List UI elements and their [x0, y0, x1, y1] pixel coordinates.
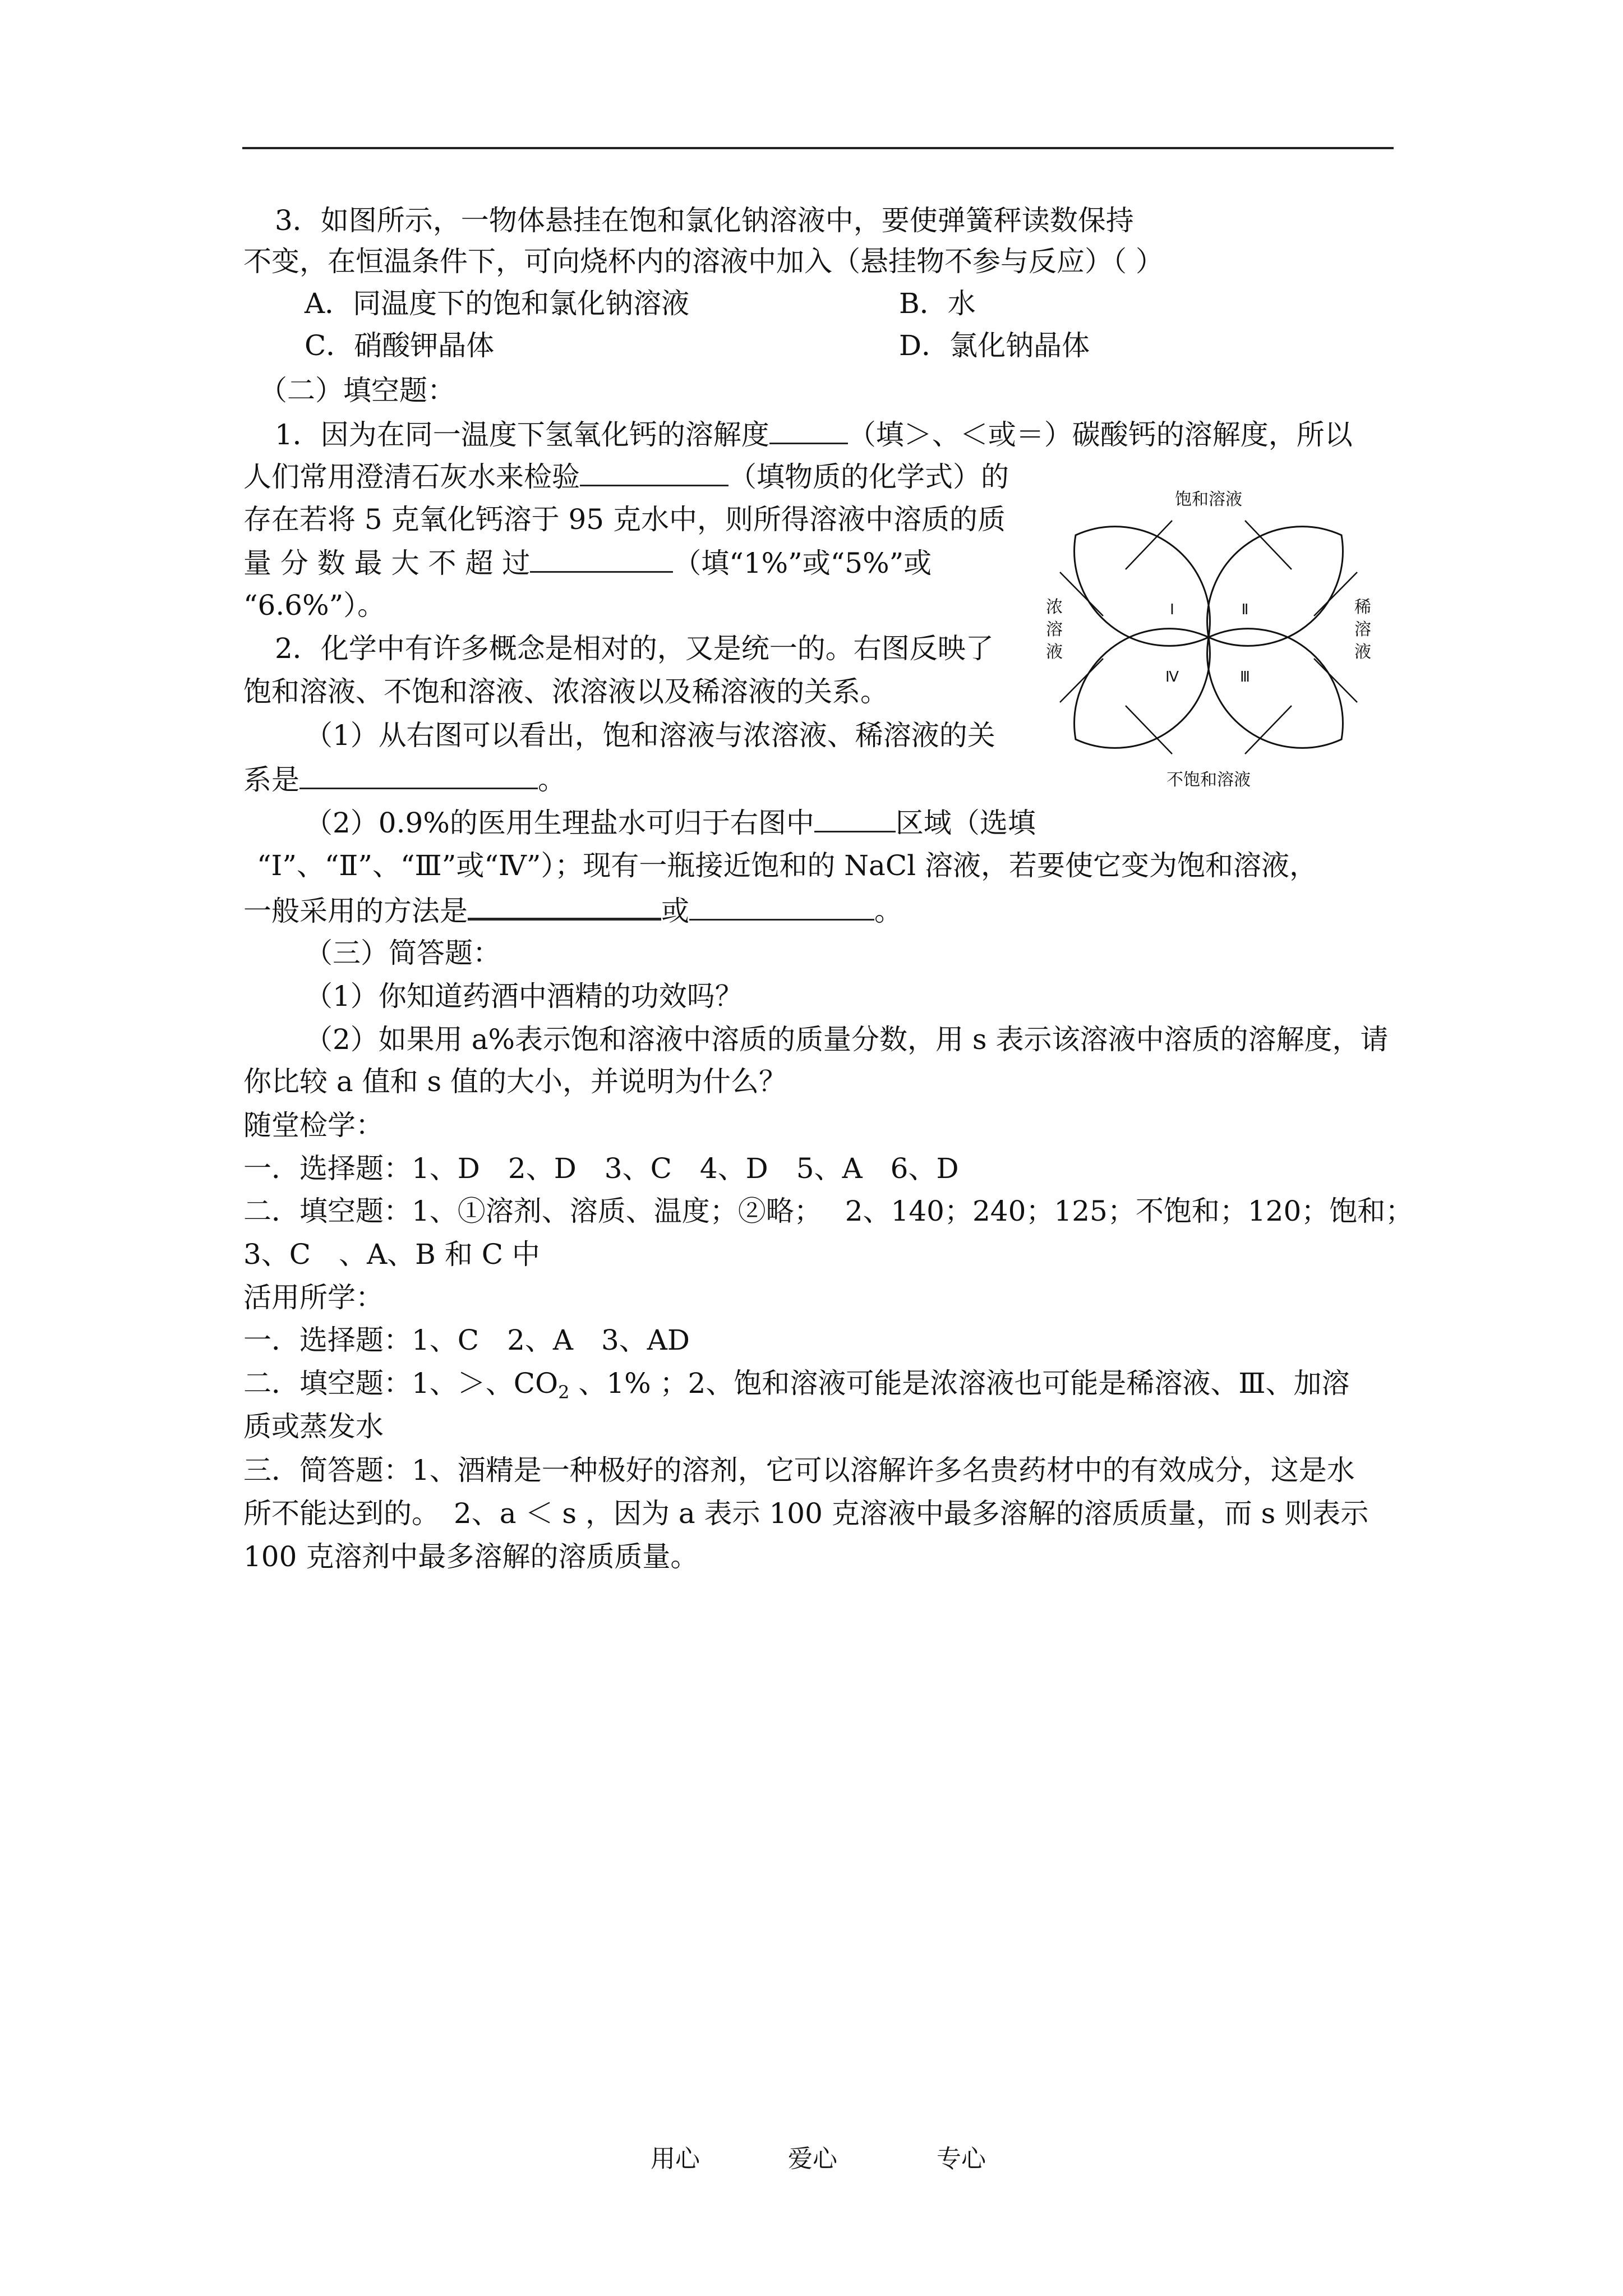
solution-relationship-diagram — [1046, 488, 1371, 802]
answer-blank[interactable] — [299, 762, 538, 789]
section2-title: （二）填空题： — [259, 374, 455, 407]
answers-line: 质或蒸发水 — [243, 1410, 384, 1443]
label-dilute-2: 溶 — [1354, 620, 1371, 639]
fill2-line6: “Ⅰ”、“Ⅱ”、“Ⅲ”或“Ⅳ”）；现有一瓶接近饱和的 NaCl 溶液，若要使它变为饱和溶液， — [257, 849, 1317, 882]
petal-outlines — [1075, 527, 1343, 748]
fill2-line5 — [305, 805, 1036, 840]
region-label-2: Ⅱ — [1241, 601, 1249, 618]
fill1-line1 — [275, 417, 1353, 452]
fill2-text: 。 — [874, 895, 902, 927]
q3-option-c: C．硝酸钾晶体 — [305, 329, 495, 362]
section3-q2-line2: 你比较 a 值和 s 值的大小，并说明为什么？ — [243, 1065, 787, 1098]
q3-option-d: D．氯化钠晶体 — [899, 329, 1090, 362]
answers-line: 一．选择题：1、C 2、A 3、AD — [243, 1324, 690, 1356]
petal-region-2 — [1207, 527, 1343, 646]
subscript: 2 — [558, 1382, 570, 1403]
label-concentrated-3: 液 — [1046, 642, 1063, 662]
answers-line: 一．选择题：1、D 2、D 3、C 4、D 5、A 6、D — [243, 1152, 959, 1185]
label-concentrated-2: 溶 — [1046, 620, 1063, 639]
fill1-text: （填物质的化学式）的 — [728, 461, 1009, 493]
fill2-line3: （1）从右图可以看出，饱和溶液与浓溶液、稀溶液的关 — [305, 719, 995, 752]
petal-region-4 — [1075, 629, 1210, 748]
section3-q1: （1）你知道药酒中酒精的功效吗？ — [305, 980, 743, 1013]
section3-title: （三）简答题： — [305, 937, 501, 969]
fill1-line2 — [243, 459, 1009, 494]
answer-blank[interactable] — [468, 892, 661, 921]
footer-text: 爱心 — [788, 2145, 837, 2173]
answers-heading-2: 活用所学： — [243, 1281, 384, 1314]
answer-blank[interactable] — [689, 893, 874, 921]
fill2-text: 系是 — [243, 763, 299, 796]
fill2-line1: 2．化学中有许多概念是相对的，又是统一的。右图反映了 — [275, 632, 994, 665]
answers-text: 、1% ；2、饱和溶液可能是浓溶液也可能是稀溶液、Ⅲ、加溶 — [569, 1367, 1350, 1400]
answers-heading-1: 随堂检学： — [243, 1109, 384, 1142]
answer-blank[interactable] — [530, 545, 673, 573]
fill2-text: 或 — [661, 895, 689, 927]
label-unsaturated: 不饱和溶液 — [1166, 770, 1251, 790]
fill1-text: （填＞、＜或＝）碳酸钙的溶解度，所以 — [847, 418, 1353, 451]
q3-option-b: B．水 — [899, 287, 976, 320]
fill2-text: 区域（选填 — [895, 807, 1036, 839]
answer-blank[interactable] — [814, 805, 896, 832]
answers-line-co2 — [243, 1366, 1350, 1410]
answers-line: 3、C 、A、B 和 C 中 — [243, 1238, 540, 1271]
answer-blank[interactable] — [769, 417, 848, 444]
answers-line: 100 克溶剂中最多溶解的溶质质量。 — [243, 1540, 699, 1573]
answers-line: 所不能达到的。 2、a ＜ s ，因为 a 表示 100 克溶液中最多溶解的溶质质量，而 s 则表示 — [243, 1497, 1369, 1530]
answers-line: 二．填空题：1、①溶剂、溶质、温度；②略； 2、140；240；125；不饱和；120；饱和； — [243, 1195, 1414, 1227]
fill2-line2: 饱和溶液、不饱和溶液、浓溶液以及稀溶液的关系。 — [243, 675, 888, 708]
petal-region-1 — [1075, 527, 1210, 646]
fill2-text: 。 — [538, 763, 566, 796]
answers-line: 三．简答题：1、酒精是一种极好的溶剂，它可以溶解许多名贵药材中的有效成分，这是水 — [243, 1454, 1355, 1487]
region-label-4: Ⅳ — [1165, 669, 1179, 685]
petal-region-3 — [1207, 629, 1343, 748]
region-label-3: Ⅲ — [1240, 669, 1250, 685]
label-dilute-1: 稀 — [1354, 597, 1371, 617]
fill2-text: 一般采用的方法是 — [243, 895, 468, 927]
answers-text: 二．填空题：1、＞、CO — [243, 1367, 559, 1400]
fill1-text: （填“1%”或“5%”或 — [673, 547, 932, 579]
label-dilute-3: 液 — [1354, 642, 1371, 662]
q3-option-a: A．同温度下的饱和氯化钠溶液 — [305, 287, 690, 320]
answer-blank[interactable] — [580, 459, 728, 486]
fill2-text: （2）0.9%的医用生理盐水可归于右图中 — [305, 807, 814, 839]
fill1-text: 人们常用澄清石灰水来检验 — [243, 461, 580, 493]
header-rule — [242, 147, 1394, 149]
footer-text: 专心 — [937, 2145, 986, 2173]
label-saturated: 饱和溶液 — [1175, 490, 1242, 509]
fill1-text: 量 分 数 最 大 不 超 过 — [243, 547, 531, 579]
fill2-line4 — [243, 762, 566, 797]
fill2-line7 — [243, 892, 902, 928]
label-concentrated-1: 浓 — [1046, 597, 1063, 617]
footer-text: 用心 — [651, 2145, 700, 2173]
region-label-1: Ⅰ — [1170, 601, 1174, 618]
q3-line2: 不变，在恒温条件下，可向烧杯内的溶液中加入（悬挂物不参与反应）（ ） — [243, 245, 1164, 278]
fill1-text: 1．因为在同一温度下氢氧化钙的溶解度 — [275, 418, 769, 451]
fill1-line5: “6.6%”）。 — [243, 589, 386, 622]
fill1-line3: 存在若将 5 克氧化钙溶于 95 克水中，则所得溶液中溶质的质 — [243, 503, 1006, 536]
section3-q2-line1: （2）如果用 a%表示饱和溶液中溶质的质量分数，用 s 表示该溶液中溶质的溶解度，请 — [305, 1023, 1389, 1056]
fill1-line4 — [243, 545, 932, 581]
q3-line1: 3．如图所示，一物体悬挂在饱和氯化钠溶液中，要使弹簧秤读数保持 — [275, 204, 1134, 237]
